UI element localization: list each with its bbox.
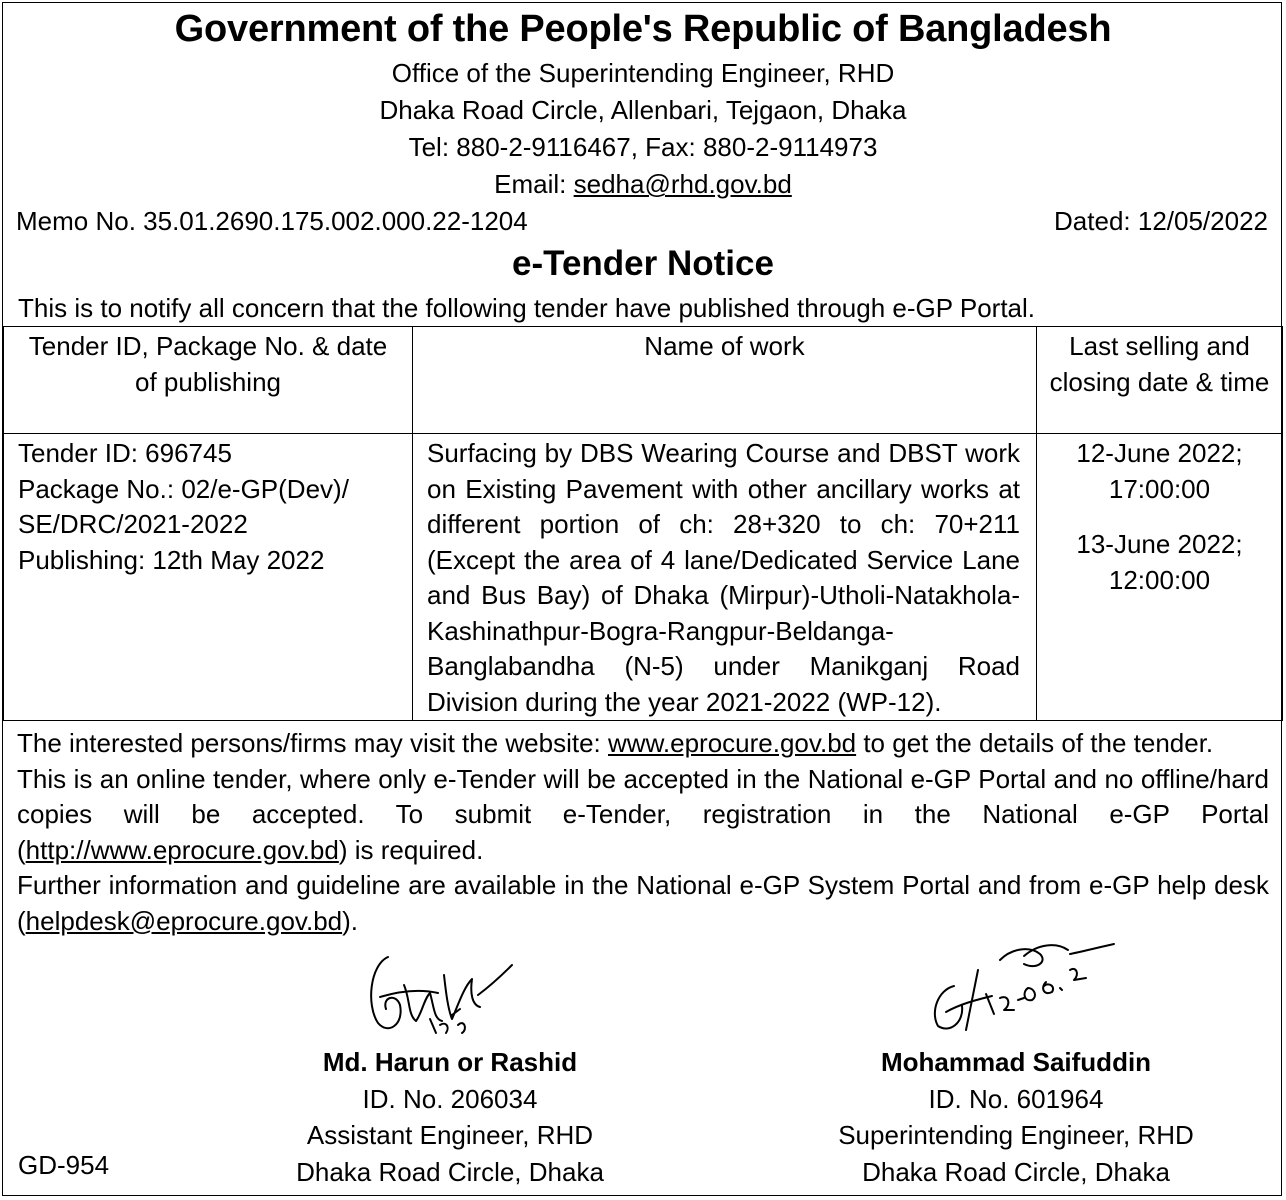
further-text: Further information and guideline are available in the National e-GP System Portal and from e-GP help desk ( <box>17 870 1269 936</box>
online-paragraph <box>17 762 1269 869</box>
visit-text: The interested persons/firms may visit the website: <box>17 728 609 758</box>
closing-date: 13-June 2022; <box>1076 529 1243 559</box>
signer-office: Dhaka Road Circle, Dhaka <box>296 1156 604 1187</box>
package-no-line1: Package No.: 02/e-GP(Dev)/ <box>18 473 349 504</box>
memo-row <box>16 206 1268 237</box>
visit-text-end: to get the details of the tender. <box>856 728 1214 758</box>
office-name: Office of the Superintending Engineer, RHD <box>391 58 895 88</box>
signature-saifuddin <box>920 930 1120 1040</box>
further-paragraph <box>17 868 1269 939</box>
signer-designation: Assistant Engineer, RHD <box>306 1120 594 1150</box>
header-tender-id: Tender ID, Package No. & date of publishing <box>4 327 413 434</box>
online-text: This is an online tender, where only e-Tender will be accepted in the National e-GP Portal and no offline/hard copies will be accepted. To submit e-Tender, registration in the National e-GP Portal ( <box>17 763 1269 865</box>
signer-office: Dhaka Road Circle, Dhaka <box>862 1156 1170 1187</box>
visit-paragraph <box>17 726 1269 762</box>
signer-block-2 <box>806 1044 1226 1190</box>
office-email-line <box>0 169 1286 200</box>
email-label: Email: <box>494 169 574 199</box>
header-closing-date: Last selling and closing date & time <box>1037 327 1283 434</box>
dates-cell <box>1037 434 1283 721</box>
work-description: Surfacing by DBS Wearing Course and DBST work on Existing Pavement with other ancillary works at different portion of ch: 28+320 to ch: 70+211 (Except the area of 4 lane/Dedicated Service Lane and Bus Bay) of Dhaka (Mirpur)-Utholi-Natakhola-Kashinathpur-Bogra-Rangpur-Beldanga-Banglabandha (N-5) under Manikganj Road Division during the year 2021-2022 (WP-12). <box>413 434 1037 721</box>
gd-number: GD-954 <box>18 1150 110 1180</box>
signer-block-1 <box>260 1044 640 1190</box>
selling-time: 17:00:00 <box>1108 473 1211 504</box>
tender-table <box>3 326 1283 721</box>
table-row <box>4 434 1283 721</box>
tender-id-cell <box>4 434 413 721</box>
publishing-date: Publishing: 12th May 2022 <box>18 544 325 575</box>
package-no-line2: SE/DRC/2021-2022 <box>18 509 248 539</box>
eprocure-link[interactable]: www.eprocure.gov.bd <box>608 728 857 758</box>
selling-date: 12-June 2022; <box>1076 438 1243 468</box>
closing-time: 12:00:00 <box>1108 564 1211 595</box>
memo-date: Dated: 12/05/2022 <box>1054 206 1268 236</box>
government-heading: Government of the People's Republic of Bangladesh <box>174 8 1112 50</box>
table-header-row <box>4 327 1283 434</box>
email-link[interactable]: sedha@rhd.gov.bd <box>573 169 792 199</box>
office-address: Dhaka Road Circle, Allenbari, Tejgaon, Dhaka <box>379 95 907 125</box>
office-contact: Tel: 880-2-9116467, Fax: 880-2-9114973 <box>408 132 878 162</box>
signature-harun-or-rashid <box>360 935 530 1040</box>
eprocure-portal-link[interactable]: http://www.eprocure.gov.bd <box>25 834 339 865</box>
signer-name: Mohammad Saifuddin <box>880 1047 1152 1077</box>
signer-name: Md. Harun or Rashid <box>322 1047 578 1077</box>
signer-designation: Superintending Engineer, RHD <box>838 1120 1194 1150</box>
notice-intro: This is to notify all concern that the following tender have published through e-GP Portal. <box>18 293 1035 323</box>
online-text-end: ) is required. <box>338 834 484 865</box>
notice-title: e-Tender Notice <box>512 244 774 283</box>
signer-id: ID. No. 601964 <box>928 1083 1104 1114</box>
header-name-of-work: Name of work <box>413 327 1037 434</box>
memo-number: Memo No. 35.01.2690.175.002.000.22-1204 <box>16 206 528 236</box>
helpdesk-email-link[interactable]: helpdesk@eprocure.gov.bd <box>25 905 343 936</box>
signer-id: ID. No. 206034 <box>362 1083 538 1114</box>
further-text-end: ). <box>342 905 359 936</box>
footer-text <box>17 726 1269 939</box>
tender-id: Tender ID: 696745 <box>18 438 232 468</box>
